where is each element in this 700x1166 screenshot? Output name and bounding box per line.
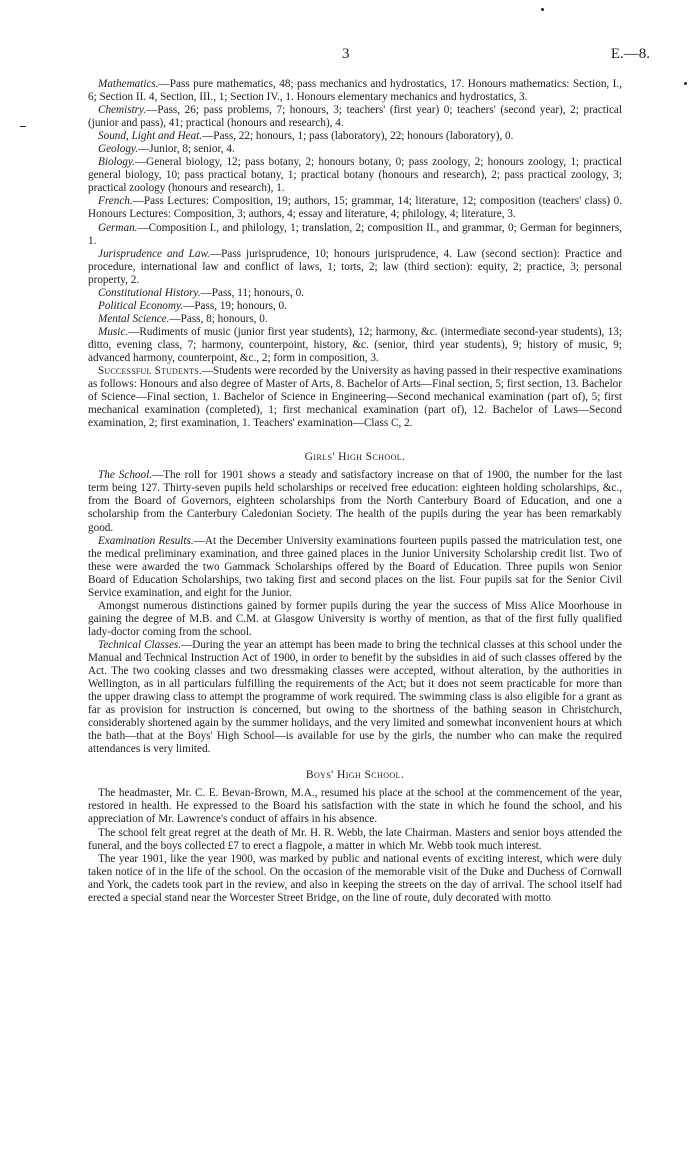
subject-text: —Pass, 26; pass problems, 7; honours, 3; teachers' (first year) 0; teachers' (second year), 2; practical (junior and pass), 41; practical (honours and research), 4. [88, 104, 622, 130]
girls-distinctions-paragraph: Amongst numerous distinctions gained by former pupils during the year the success of Miss Alice Moorhouse in gaining the degree of M.B. and C.M. at Glasgow University is worthy of mention, as that of the first fully qualified lady-doctor coming from the school. [88, 599, 622, 638]
speck-mark [541, 8, 544, 11]
subject-music [88, 326, 622, 365]
subject-name: German. [98, 221, 138, 234]
paragraph-text: —At the December University examinations fourteen pupils passed the matriculation test, one the medical preliminary examination, and three gained places in the Junior University Scholarship credit list. Two of these were awarded the two Gammack Scholarships offered by the Board of Education. Three pupils won Senior Board of Education Scholarships, two taking first and second places on the list. Four pupils sat for the Senior Civil Service examination, and eight for the Junior. [88, 534, 622, 599]
subject-name: French. [98, 195, 133, 208]
subject-text: —Pass, 8; honours, 0. [169, 312, 268, 325]
girls-exam-results-paragraph [88, 535, 622, 600]
successful-students-text: —Students were recorded by the University as having passed in their respective examinations as follows: Honours and also degree of Master of Arts, 8. Bachelor of Arts—Final section, 5; first section, 13. Bachelor of Science—Final section, 1. Bachelor of Science in Engineering—Second mechanical examination (part of), 5; first mechanical examination (completed), 1; first mechanical examination (part of), 12. Bachelor of Laws—Second examination, 2; first examination, 1. Teachers' examination—Class C, 2. [88, 365, 622, 430]
paragraph-label: Technical Classes. [98, 638, 182, 651]
paragraph-label: Examination Results. [98, 534, 194, 547]
boys-high-school-heading: Boys' High School. [305, 768, 405, 782]
girls-school-paragraph [88, 469, 622, 534]
subject-political-economy [88, 300, 622, 313]
subject-mathematics [88, 78, 622, 104]
boys-paragraph-headmaster: The headmaster, Mr. C. E. Bevan-Brown, M.A., resumed his place at the school at the commencement of the year, restored in health. He expressed to the Board his satisfaction with the state in which he found the school, and his appreciation of Mr. Lawrence's conduct of affairs in his absence. [88, 787, 622, 826]
subject-text: —General biology, 12; pass botany, 2; honours botany, 0; pass zoology, 2; honours zoology, 1; practical general biology, 10; pass practical botany, 1; practical botany (honours and research), 2; pass practical zoology, 3; practical zoology (honours and research), 1. [88, 156, 622, 195]
subject-name: Constitutional History. [98, 286, 201, 299]
girls-high-school-heading: Girls' High School. [304, 450, 406, 464]
subject-text: —Pass jurisprudence, 10; honours jurisprudence, 4. Law (second section): Practice and procedure, international law and conflict of laws, 1; torts, 2; law (third section): equity, 2; practice, 3; personal property, 2. [88, 247, 622, 286]
subject-text: —Junior, 8; senior, 4. [138, 143, 235, 156]
speck-mark [684, 82, 687, 85]
subject-german [88, 222, 622, 248]
paragraph-text: —During the year an attempt has been made to bring the technical classes at this school under the Manual and Technical Instruction Act of 1900, in order to benefit by the subsidies in aid of such classes offered by the Act. The two cooking classes and two dressmaking classes were accepted, without alteration, by the authorities in Wellington, as in all particulars fulfilling the requirements of the Act; but it does not seem practicable for more than the upper drawing class to attempt the programme of work required. The swimming class is also eligible for a grant as far as provision for instruction is concerned, but owing to the shortness of the bathing season in Christchurch, considerably shortened again by the summer holidays, and the very limited and somewhat inconvenient hours at which the bath—that at the Boys' High School—is available for use by the girls, the number who can make the required attendances is very limited. [88, 638, 622, 756]
subject-chemistry [88, 104, 622, 130]
subject-jurisprudence-law [88, 248, 622, 287]
subject-french [88, 195, 622, 221]
subject-name: Jurisprudence and Law. [98, 247, 210, 260]
subject-text: —Pass, 19; honours, 0. [183, 299, 287, 312]
subject-name: Sound, Light and Heat. [98, 130, 203, 143]
successful-students-paragraph [88, 365, 622, 430]
subject-text: —Composition I., and philology, 1; translation, 2; composition II., and grammar, 0; German for beginners, 1. [88, 221, 622, 247]
subject-constitutional-history [88, 287, 622, 300]
subject-name: Mathematics. [98, 78, 159, 90]
subject-name: Mental Science. [98, 312, 170, 325]
paragraph-label: The School. [98, 469, 153, 482]
subject-sound-light-heat [88, 130, 622, 143]
subject-name: Geology. [98, 143, 139, 156]
boys-paragraph-webb: The school felt great regret at the death of Mr. H. R. Webb, the late Chairman. Masters and senior boys attended the funeral, and the boys collected £7 to erect a flagpole, a matter in which Mr. Webb took much interest. [88, 826, 622, 852]
series-reference: E.—8. [610, 46, 650, 62]
girls-technical-classes-paragraph [88, 639, 622, 756]
boys-paragraph-1901: The year 1901, like the year 1900, was marked by public and national events of exciting interest, which were duly taken notice of in the life of the school. On the occasion of the memorable visit of the Duke and Duchess of Cornwall and York, the cadets took part in the review, and also in keeping the streets on the day of arrival. The school itself had erected a special stand near the Worcester Street Bridge, on the line of route, duly decorated with motto [88, 852, 622, 904]
subject-text: —Pass, 22; honours, 1; pass (laboratory), 22; honours (laboratory), 0. [202, 130, 514, 143]
subject-name: Chemistry. [98, 104, 147, 117]
margin-mark [20, 126, 26, 127]
successful-students-heading: Successful Students. [98, 365, 202, 378]
subject-geology [88, 143, 622, 156]
page-number: 3 [342, 46, 350, 62]
paragraph-text: —The roll for 1901 shows a steady and satisfactory increase on that of 1900, the number for the last term being 127. Thirty-seven pupils held scholarships or received free education: eighteen holding scholarships, &c., from the Board of Governors, eighteen scholarships from the North Canterbury Board of Education, and one a scholarship from the Canterbury Caledonian Society. The health of the pupils during the year has been remarkably good. [88, 469, 622, 534]
subject-biology [88, 156, 622, 195]
subject-name: Biology. [98, 156, 135, 169]
subject-text: —Pass, 11; honours, 0. [200, 286, 304, 299]
subject-name: Music. [98, 325, 129, 338]
subject-text: —Pass pure mathematics, 48; pass mechanics and hydrostatics, 17. Honours mathematics: Section, I., 6; Section II. 4, Section, III., 1; Section IV., 1. Honours elementary mechanics and hydrostatics, 3. [88, 78, 622, 104]
subject-mental-science [88, 313, 622, 326]
subject-name: Political Economy. [98, 299, 184, 312]
subject-text: —Rudiments of music (junior first year students), 12; harmony, &c. (intermediate second-year students), 13; ditto, evening class, 7; harmony, counterpoint, history, &c. (senior, third year students), 9; history of music, 9; advanced harmony, counterpoint, &c., 2; form in composition, 3. [88, 325, 622, 364]
subject-text: —Pass Lectures: Composition, 19; authors, 15; grammar, 14; literature, 12; composition (teachers' class) 0. Honours Lectures: Composition, 3; authors, 4; essay and literature, 4; philology, 4; literature, 3. [88, 195, 622, 221]
